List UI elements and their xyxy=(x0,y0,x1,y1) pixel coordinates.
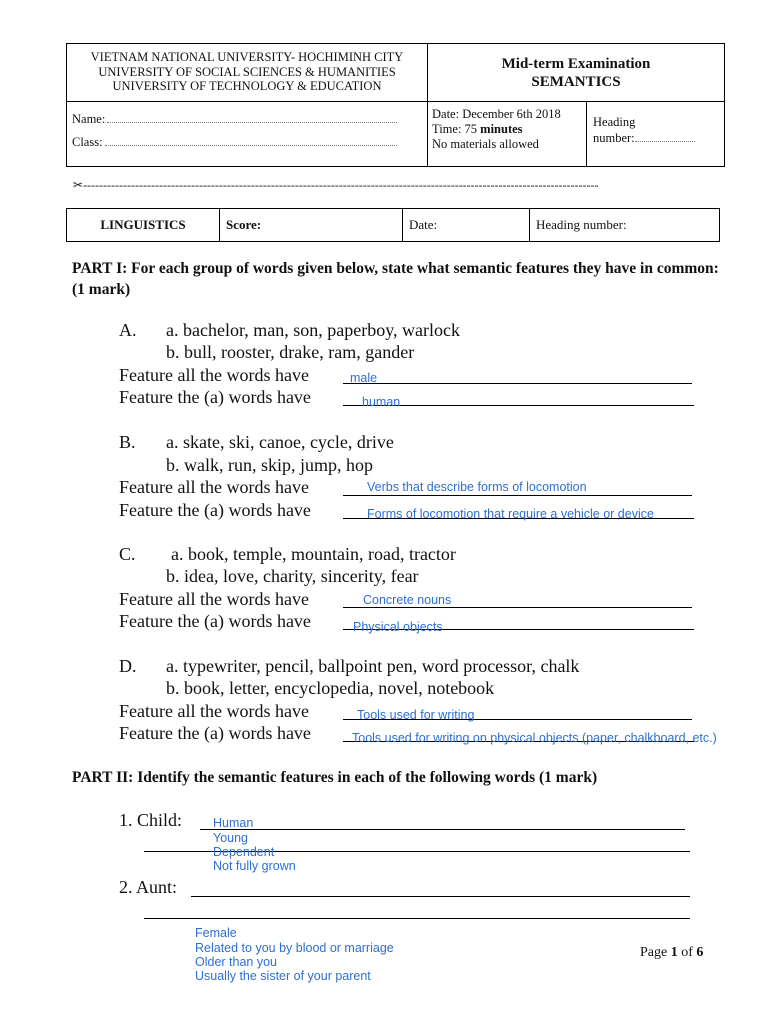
feature-a-label: Feature the (a) words have xyxy=(119,611,311,631)
group-letter: D. xyxy=(119,656,137,676)
exam-title: Mid-term Examination xyxy=(501,56,651,72)
part1-title: PART I: For each group of words given below, state what semantic features they have in common xyxy=(72,260,714,277)
feature-a-label: Feature the (a) words have xyxy=(119,723,311,743)
page-number xyxy=(640,945,703,961)
page-middle: of xyxy=(677,945,697,960)
heading-number-box xyxy=(587,102,725,167)
answer-text: Forms of locomotion that require a vehicle or device xyxy=(367,507,654,521)
exam-time xyxy=(432,122,582,137)
group-letter: C. xyxy=(119,544,136,564)
answer-line[interactable] xyxy=(343,495,692,496)
materials-note: No materials allowed xyxy=(432,137,539,151)
student-fields xyxy=(67,102,428,167)
heading-number-row xyxy=(593,130,718,146)
feature-all-label: Feature all the words have xyxy=(119,365,309,385)
name-row xyxy=(72,112,397,127)
group-b-words: b. book, letter, encyclopedia, novel, notebook xyxy=(166,678,495,698)
class-field[interactable] xyxy=(105,145,397,146)
group-a-words: a. book, temple, mountain, road, tractor xyxy=(171,544,456,564)
name-field[interactable] xyxy=(107,122,397,123)
answer-text: Not fully grown xyxy=(213,859,296,873)
part1-mark: : (1 mark) xyxy=(72,260,719,298)
class-row xyxy=(72,135,397,150)
group-letter: A. xyxy=(119,320,137,340)
answer-line[interactable] xyxy=(343,383,692,384)
feature-a-label: Feature the (a) words have xyxy=(119,387,311,407)
date-cell: Date: xyxy=(403,209,530,242)
exam-info xyxy=(428,102,587,167)
exam-date: Date: December 6th 2018 xyxy=(432,107,561,121)
answer-text: human xyxy=(362,395,401,409)
answer-text: Dependent xyxy=(213,845,275,859)
item-label: 2. Aunt: xyxy=(119,877,178,897)
part2-mark: (1 mark) xyxy=(539,769,598,786)
heading-label: Heading xyxy=(593,115,636,129)
group-letter: B. xyxy=(119,432,136,452)
time-prefix: Time: 75 xyxy=(432,122,481,136)
answer-text: Female xyxy=(195,926,237,940)
score-cell: Score: xyxy=(220,209,403,242)
part2-title: PART II: Identify the semantic features in each of the following words xyxy=(72,769,536,786)
group-b-words: b. bull, rooster, drake, ram, gander xyxy=(166,342,415,362)
answer-text: Verbs that describe forms of locomotion xyxy=(367,480,587,494)
answer-text: Tools used for writing on physical objects (paper, chalkboard, etc.) xyxy=(352,731,717,745)
group-b-words: b. idea, love, charity, sincerity, fear xyxy=(166,566,419,586)
exam-title-block xyxy=(428,44,725,102)
feature-a-label: Feature the (a) words have xyxy=(119,500,311,520)
answer-text: Concrete nouns xyxy=(363,593,452,607)
subject-cell: LINGUISTICS xyxy=(67,209,220,242)
answer-line[interactable] xyxy=(343,607,692,608)
university-line: VIETNAM NATIONAL UNIVERSITY- HOCHIMINH CITY xyxy=(90,50,404,64)
part2-heading xyxy=(72,767,722,788)
name-label: Name: xyxy=(72,112,106,126)
feature-all-label: Feature all the words have xyxy=(119,477,309,497)
feature-all-label: Feature all the words have xyxy=(119,589,309,609)
answer-line[interactable] xyxy=(200,829,685,830)
answer-text: Young xyxy=(213,831,248,845)
item-label: 1. Child: xyxy=(119,810,183,830)
feature-all-label: Feature all the words have xyxy=(119,701,309,721)
answer-text: Physical objects xyxy=(353,620,443,634)
university-line: UNIVERSITY OF TECHNOLOGY & EDUCATION xyxy=(112,79,382,93)
answer-text: Related to you by blood or marriage xyxy=(195,941,394,955)
heading-number-field[interactable] xyxy=(635,141,695,142)
answer-line[interactable] xyxy=(144,918,690,919)
answer-text: Tools used for writing xyxy=(357,708,475,722)
answer-text: Usually the sister of your parent xyxy=(195,969,371,983)
page-total: 6 xyxy=(696,945,704,960)
answer-text: Human xyxy=(213,816,254,830)
heading-number-label: number: xyxy=(593,131,635,145)
page-prefix: Page xyxy=(640,945,671,960)
exam-header xyxy=(66,43,725,167)
university-block xyxy=(67,44,428,102)
class-label: Class: xyxy=(72,135,103,149)
answer-text: Older than you xyxy=(195,955,277,969)
group-a-words: a. typewriter, pencil, ballpoint pen, word processor, chalk xyxy=(166,656,580,676)
cut-line: ✂--------------------------------------------------------------------------------------------------------------------------------- xyxy=(73,178,599,192)
university-line: UNIVERSITY OF SOCIAL SCIENCES & HUMANITIES xyxy=(98,64,396,79)
group-a-words: a. bachelor, man, son, paperboy, warlock xyxy=(166,320,461,340)
group-b-words: b. walk, run, skip, jump, hop xyxy=(166,455,373,475)
heading-number-cell: Heading number: xyxy=(530,209,720,242)
time-unit: minutes xyxy=(480,122,523,136)
group-a-words: a. skate, ski, canoe, cycle, drive xyxy=(166,432,394,452)
score-table xyxy=(66,208,720,242)
answer-line[interactable] xyxy=(191,896,690,897)
exam-subject: SEMANTICS xyxy=(531,74,621,90)
page-current: 1 xyxy=(670,945,678,960)
answer-text: male xyxy=(350,371,378,385)
part1-heading xyxy=(72,258,722,300)
